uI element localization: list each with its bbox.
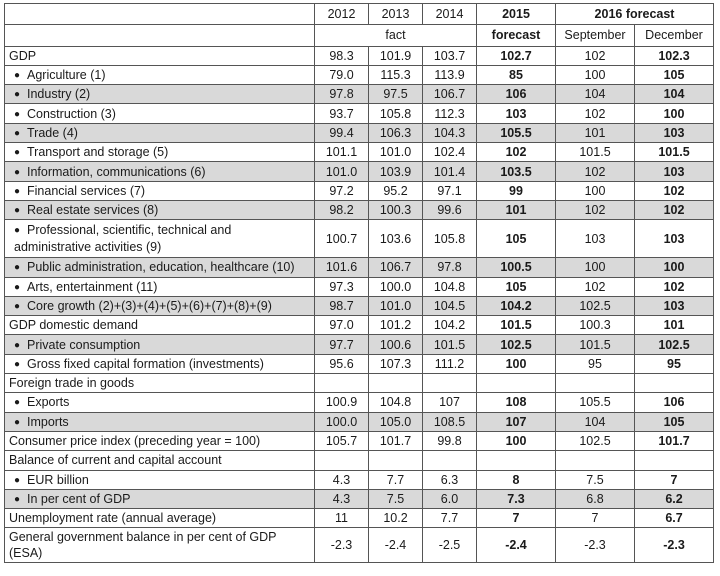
table-row [5,393,714,412]
val-2016-sep: 101.5 [556,143,635,162]
val-2013: 101.0 [369,296,423,315]
val-2015: 85 [477,65,556,84]
val-2013: 106.3 [369,123,423,142]
val-2015: 101.5 [477,316,556,335]
row-label-text: In per cent of GDP [27,491,131,506]
bullet-icon: ● [14,185,21,197]
row-label [5,65,315,84]
val-2016-sep: 100 [556,258,635,277]
val-2013: 95.2 [369,181,423,200]
val-2012: 11 [315,509,369,528]
val-2012: 97.2 [315,181,369,200]
table-row [5,143,714,162]
bullet-icon: ● [14,225,21,237]
val-2013: 105.0 [369,412,423,431]
val-2013: 103.6 [369,220,423,258]
row-label-text: Arts, entertainment (11) [27,279,158,294]
val-2016-sep: 102.5 [556,296,635,315]
header-row-sub [5,25,714,46]
val-2012: 97.3 [315,277,369,296]
val-2015: 105 [477,220,556,258]
row-label-text: Financial services (7) [27,183,146,198]
header-december: December [635,25,714,46]
row-label-text: Foreign trade in goods [9,376,135,391]
val-2016-sep: 101.5 [556,335,635,354]
empty-cell [423,451,477,470]
val-2014: 104.5 [423,296,477,315]
row-label [5,374,315,393]
bullet-icon: ● [14,416,21,428]
val-2015: 105 [477,277,556,296]
val-2012: 95.6 [315,354,369,373]
val-2014: 7.7 [423,509,477,528]
val-2012: 98.7 [315,296,369,315]
val-2015: 7 [477,509,556,528]
row-label-text: Professional, scientific, technical and administrative activities (9) [14,223,232,255]
val-2012: 98.2 [315,200,369,219]
val-2016-dec: 105 [635,65,714,84]
table-row [5,451,714,470]
table-row [5,162,714,181]
val-2015: 102.7 [477,46,556,65]
val-2012: 4.3 [315,470,369,489]
val-2016-dec: 103 [635,296,714,315]
table-row [5,374,714,393]
row-label [5,489,315,508]
bullet-icon: ● [14,281,21,293]
val-2016-dec: 6.7 [635,509,714,528]
val-2014: 104.2 [423,316,477,335]
empty-cell [423,374,477,393]
val-2016-dec: 102.3 [635,46,714,65]
bullet-icon: ● [14,70,21,82]
val-2016-dec: 102 [635,277,714,296]
val-2016-dec: 102 [635,181,714,200]
row-label-text: Gross fixed capital formation (investments) [27,356,264,371]
forecast-table [4,3,714,563]
table-row [5,181,714,200]
row-label [5,85,315,104]
row-label-text: Transport and storage (5) [27,145,169,160]
val-2015: 7.3 [477,489,556,508]
empty-cell [635,451,714,470]
row-label-text: GDP domestic demand [9,318,138,333]
row-label [5,470,315,489]
val-2016-dec: 103 [635,220,714,258]
table-wrapper [4,3,714,563]
row-label-text: Construction (3) [27,106,116,121]
val-2016-sep: -2.3 [556,528,635,563]
val-2012: 101.1 [315,143,369,162]
val-2012: 4.3 [315,489,369,508]
val-2014: 6.3 [423,470,477,489]
row-label-text: Trade (4) [27,125,78,140]
val-2016-dec: 101.7 [635,431,714,450]
val-2016-sep: 101 [556,123,635,142]
row-label [5,316,315,335]
bullet-icon: ● [14,127,21,139]
row-label-text: General government balance in per cent of GDP (ESA) [9,530,277,561]
table-row [5,200,714,219]
val-2013: 104.8 [369,393,423,412]
table-row [5,123,714,142]
row-label [5,335,315,354]
val-2014: 104.8 [423,277,477,296]
val-2014: 97.8 [423,258,477,277]
table-row [5,296,714,315]
bullet-icon: ● [14,358,21,370]
empty-cell [477,374,556,393]
val-2014: 101.5 [423,335,477,354]
val-2016-sep: 102 [556,162,635,181]
val-2016-dec: 102 [635,200,714,219]
val-2015: 104.2 [477,296,556,315]
table-row [5,412,714,431]
val-2014: 103.7 [423,46,477,65]
val-2013: 115.3 [369,65,423,84]
year-2014: 2014 [423,4,477,25]
header-fact: fact [315,25,477,46]
val-2013: 106.7 [369,258,423,277]
row-label-text: Exports [27,395,70,410]
val-2014: 106.7 [423,85,477,104]
val-2014: -2.5 [423,528,477,563]
row-label-text: Information, communications (6) [27,164,206,179]
val-2016-sep: 7.5 [556,470,635,489]
val-2015: 100 [477,354,556,373]
val-2012: 97.0 [315,316,369,335]
val-2016-dec: 7 [635,470,714,489]
val-2012: -2.3 [315,528,369,563]
empty-cell [477,451,556,470]
val-2012: 98.3 [315,46,369,65]
row-label-text: Balance of current and capital account [9,453,222,468]
table-row [5,85,714,104]
bullet-icon: ● [14,474,21,486]
val-2016-sep: 100.3 [556,316,635,335]
bullet-icon: ● [14,339,21,351]
row-label-text: Real estate services (8) [27,203,159,218]
val-2013: 100.0 [369,277,423,296]
empty-cell [369,374,423,393]
bullet-icon: ● [14,493,21,505]
table-row [5,489,714,508]
row-label-text: Public administration, education, healthcare (10) [27,260,295,275]
val-2016-sep: 100 [556,181,635,200]
row-label-text: GDP [9,48,37,63]
val-2012: 100.7 [315,220,369,258]
header-row-years [5,4,714,25]
row-label [5,123,315,142]
val-2015: 99 [477,181,556,200]
row-label [5,200,315,219]
val-2014: 111.2 [423,354,477,373]
row-label [5,181,315,200]
row-label-text: Agriculture (1) [27,68,106,83]
val-2015: 100 [477,431,556,450]
table-row [5,65,714,84]
bullet-icon: ● [14,166,21,178]
val-2013: 10.2 [369,509,423,528]
bullet-icon: ● [14,301,21,312]
val-2014: 101.4 [423,162,477,181]
val-2014: 104.3 [423,123,477,142]
table-row [5,316,714,335]
val-2016-dec: -2.3 [635,528,714,563]
val-2014: 113.9 [423,65,477,84]
header-blank [5,4,315,25]
val-2016-sep: 102 [556,277,635,296]
val-2016-sep: 102.5 [556,431,635,450]
empty-cell [556,451,635,470]
val-2013: 7.5 [369,489,423,508]
val-2016-sep: 103 [556,220,635,258]
year-2013: 2013 [369,4,423,25]
row-label [5,528,315,563]
val-2012: 100.9 [315,393,369,412]
val-2012: 101.0 [315,162,369,181]
row-label [5,46,315,65]
row-label [5,412,315,431]
val-2012: 101.6 [315,258,369,277]
val-2015: -2.4 [477,528,556,563]
val-2013: 100.3 [369,200,423,219]
val-2016-sep: 100 [556,65,635,84]
val-2016-dec: 100 [635,104,714,123]
val-2016-sep: 102 [556,200,635,219]
row-label-text: Consumer price index (preceding year = 100) [9,434,261,449]
val-2015: 108 [477,393,556,412]
val-2015: 103.5 [477,162,556,181]
empty-cell [315,374,369,393]
val-2015: 8 [477,470,556,489]
val-2014: 107 [423,393,477,412]
val-2016-sep: 6.8 [556,489,635,508]
empty-cell [635,374,714,393]
row-label [5,431,315,450]
empty-cell [556,374,635,393]
row-label-text: Unemployment rate (annual average) [9,511,217,526]
val-2015: 100.5 [477,258,556,277]
val-2013: 103.9 [369,162,423,181]
table-row [5,277,714,296]
val-2012: 105.7 [315,431,369,450]
table-row [5,46,714,65]
val-2016-dec: 105 [635,412,714,431]
val-2016-dec: 103 [635,162,714,181]
val-2015: 102 [477,143,556,162]
table-row [5,354,714,373]
bullet-icon: ● [14,262,21,274]
val-2014: 99.6 [423,200,477,219]
val-2016-sep: 95 [556,354,635,373]
row-label [5,104,315,123]
table-row [5,431,714,450]
row-label-text: Imports [27,414,69,429]
table-row [5,104,714,123]
val-2013: 107.3 [369,354,423,373]
val-2014: 105.8 [423,220,477,258]
val-2016-sep: 7 [556,509,635,528]
val-2015: 103 [477,104,556,123]
table-row [5,470,714,489]
val-2012: 97.7 [315,335,369,354]
row-label [5,509,315,528]
val-2015: 101 [477,200,556,219]
table-row [5,528,714,563]
table-row [5,258,714,277]
val-2015: 106 [477,85,556,104]
row-label-text: Core growth (2)+(3)+(4)+(5)+(6)+(7)+(8)+(9) [27,299,272,313]
table-row [5,220,714,258]
val-2016-dec: 101 [635,316,714,335]
val-2014: 102.4 [423,143,477,162]
val-2014: 112.3 [423,104,477,123]
row-label-text: EUR billion [27,472,89,487]
val-2013: 101.0 [369,143,423,162]
val-2013: 100.6 [369,335,423,354]
row-label-text: Industry (2) [27,87,91,102]
row-label-text: Private consumption [27,337,141,352]
val-2014: 99.8 [423,431,477,450]
val-2012: 99.4 [315,123,369,142]
val-2015: 107 [477,412,556,431]
row-label [5,258,315,277]
year-2012: 2012 [315,4,369,25]
val-2016-dec: 102.5 [635,335,714,354]
year-2015: 2015 [477,4,556,25]
row-label [5,451,315,470]
table-row [5,335,714,354]
val-2014: 6.0 [423,489,477,508]
val-2012: 97.8 [315,85,369,104]
year-2016-forecast: 2016 forecast [556,4,714,25]
row-label [5,393,315,412]
header-forecast: forecast [477,25,556,46]
val-2013: 101.9 [369,46,423,65]
val-2016-dec: 106 [635,393,714,412]
val-2016-dec: 100 [635,258,714,277]
val-2014: 108.5 [423,412,477,431]
val-2016-dec: 104 [635,85,714,104]
table-row [5,509,714,528]
row-label [5,143,315,162]
val-2016-dec: 6.2 [635,489,714,508]
val-2013: 105.8 [369,104,423,123]
row-label [5,296,315,315]
val-2015: 102.5 [477,335,556,354]
val-2015: 105.5 [477,123,556,142]
header-blank-2 [5,25,315,46]
val-2016-sep: 102 [556,46,635,65]
val-2013: -2.4 [369,528,423,563]
bullet-icon: ● [14,108,21,120]
val-2013: 101.2 [369,316,423,335]
empty-cell [315,451,369,470]
val-2013: 101.7 [369,431,423,450]
val-2016-dec: 103 [635,123,714,142]
val-2016-sep: 104 [556,412,635,431]
empty-cell [369,451,423,470]
val-2013: 97.5 [369,85,423,104]
row-label [5,220,315,258]
bullet-icon: ● [14,147,21,159]
val-2016-dec: 101.5 [635,143,714,162]
val-2012: 79.0 [315,65,369,84]
val-2013: 7.7 [369,470,423,489]
val-2016-dec: 95 [635,354,714,373]
bullet-icon: ● [14,397,21,409]
val-2014: 97.1 [423,181,477,200]
val-2016-sep: 105.5 [556,393,635,412]
header-september: September [556,25,635,46]
bullet-icon: ● [14,205,21,217]
val-2012: 93.7 [315,104,369,123]
row-label [5,162,315,181]
val-2016-sep: 102 [556,104,635,123]
val-2012: 100.0 [315,412,369,431]
row-label [5,354,315,373]
bullet-icon: ● [14,89,21,101]
val-2016-sep: 104 [556,85,635,104]
row-label [5,277,315,296]
